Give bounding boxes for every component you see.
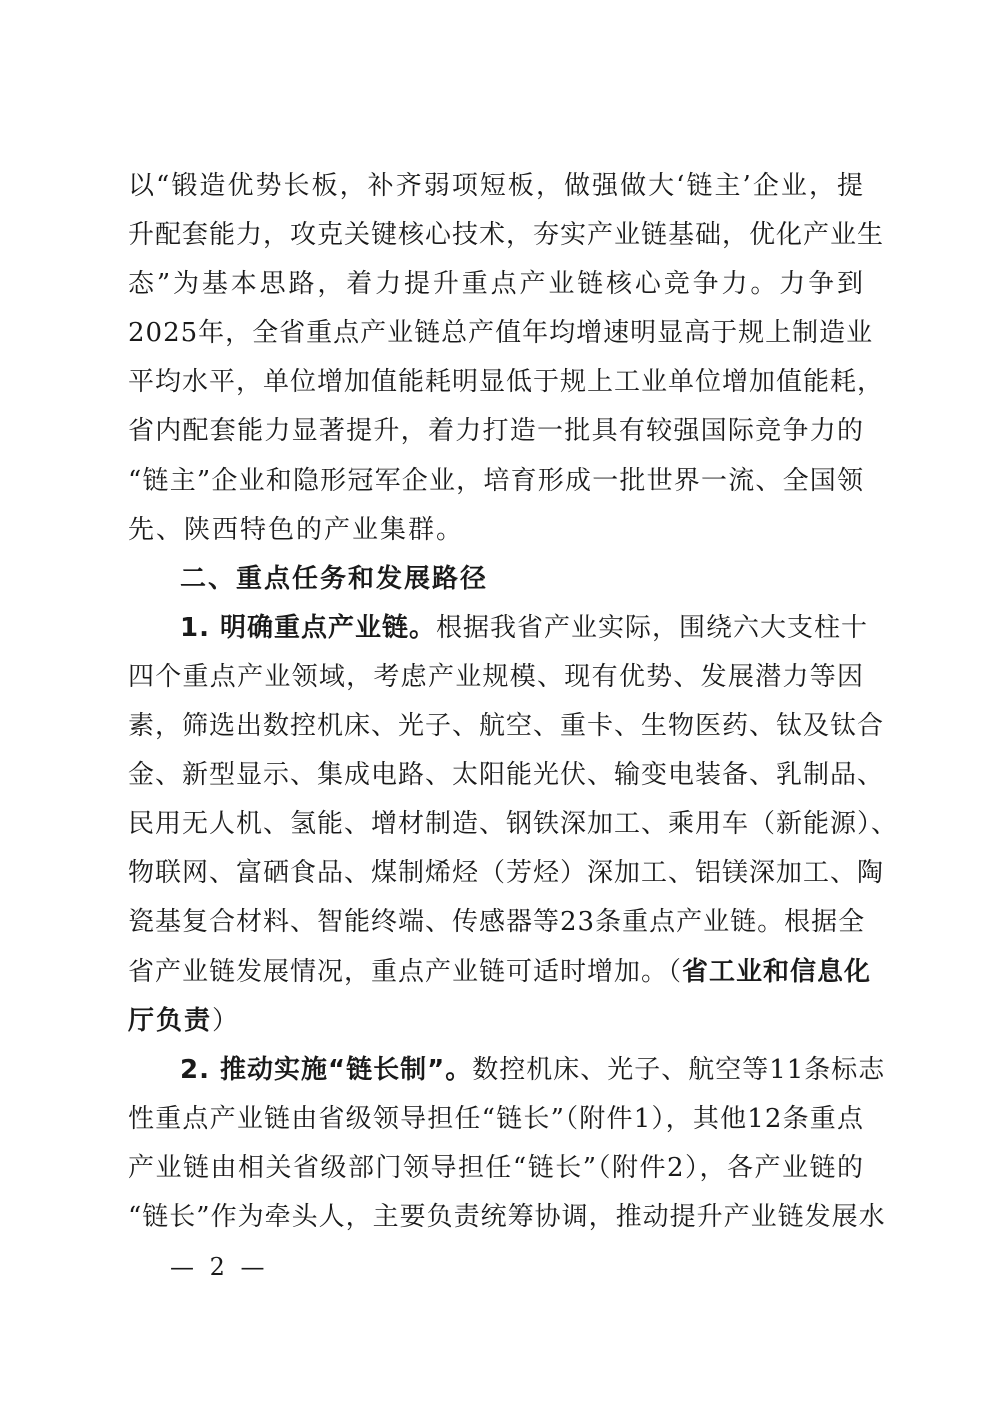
intro-line: “链主”企业和隐形冠军企业，培育形成一批世界一流、全国领 bbox=[128, 465, 864, 496]
responsible-dept-tail: 厅负责 bbox=[128, 1005, 213, 1036]
item1-title: 1. 明确重点产业链。 bbox=[180, 612, 437, 643]
item2-line: 性重点产业链由省级领导担任“链长”（附件1），其他12条重点 bbox=[128, 1103, 864, 1134]
item1-first-line bbox=[128, 604, 869, 653]
item2-line: “链长”作为牵头人，主要负责统筹协调，推动提升产业链发展水 bbox=[128, 1201, 886, 1232]
item1-line bbox=[128, 948, 872, 997]
item1-line: 民用无人机、氢能、增材制造、钢铁深加工、乘用车（新能源）、 bbox=[128, 809, 899, 840]
intro-line: 升配套能力，攻克关键核心技术，夯实产业链基础，优化产业生 bbox=[128, 220, 885, 251]
item1-line: 四个重点产业领域，考虑产业规模、现有优势、发展潜力等因 bbox=[128, 661, 864, 692]
item1-line: 素，筛选出数控机床、光子、航空、重卡、生物医药、钛及钛合 bbox=[128, 711, 885, 742]
intro-line: 平均水平，单位增加值能耗明显低于规上工业单位增加值能耗， bbox=[128, 367, 885, 398]
intro-line: 先、陕西特色的产业集群。 bbox=[128, 514, 465, 545]
document-body bbox=[128, 162, 899, 1242]
item2-first-line bbox=[128, 1046, 886, 1095]
item1-line: 物联网、富硒食品、煤制烯烃（芳烃）深加工、铝镁深加工、陶 bbox=[128, 858, 885, 889]
section-heading: 二、重点任务和发展路径 bbox=[180, 563, 489, 594]
item1-line: 瓷基复合材料、智能终端、传感器等23条重点产业链。根据全 bbox=[128, 907, 866, 938]
intro-line: 态”为基本思路，着力提升重点产业链核心竞争力。力争到 bbox=[128, 269, 864, 300]
intro-line: 2025年，全省重点产业链总产值年均增速明显高于规上制造业 bbox=[128, 318, 874, 349]
page-number: — 2 — bbox=[170, 1253, 269, 1281]
item1-first-line-text: 根据我省产业实际，围绕六大支柱十 bbox=[436, 612, 869, 643]
closing-paren: ） bbox=[212, 1005, 241, 1036]
item1-last-line bbox=[128, 997, 864, 1046]
item2-first-line-text: 数控机床、光子、航空等11条标志 bbox=[472, 1054, 886, 1085]
responsible-dept: 省工业和信息化 bbox=[682, 956, 872, 987]
item1-line-text: 省产业链发展情况，重点产业链可适时增加。（ bbox=[128, 956, 683, 987]
item2-title: 2. 推动实施“链长制”。 bbox=[180, 1054, 473, 1085]
item1-line: 金、新型显示、集成电路、太阳能光伏、输变电装备、乳制品、 bbox=[128, 760, 885, 791]
item2-line: 产业链由相关省级部门领导担任“链长”（附件2），各产业链的 bbox=[128, 1152, 864, 1183]
intro-line: 以“锻造优势长板，补齐弱项短板，做强做大‘链主’企业，提 bbox=[128, 171, 864, 201]
intro-line: 省内配套能力显著提升，着力打造一批具有较强国际竞争力的 bbox=[128, 416, 864, 447]
